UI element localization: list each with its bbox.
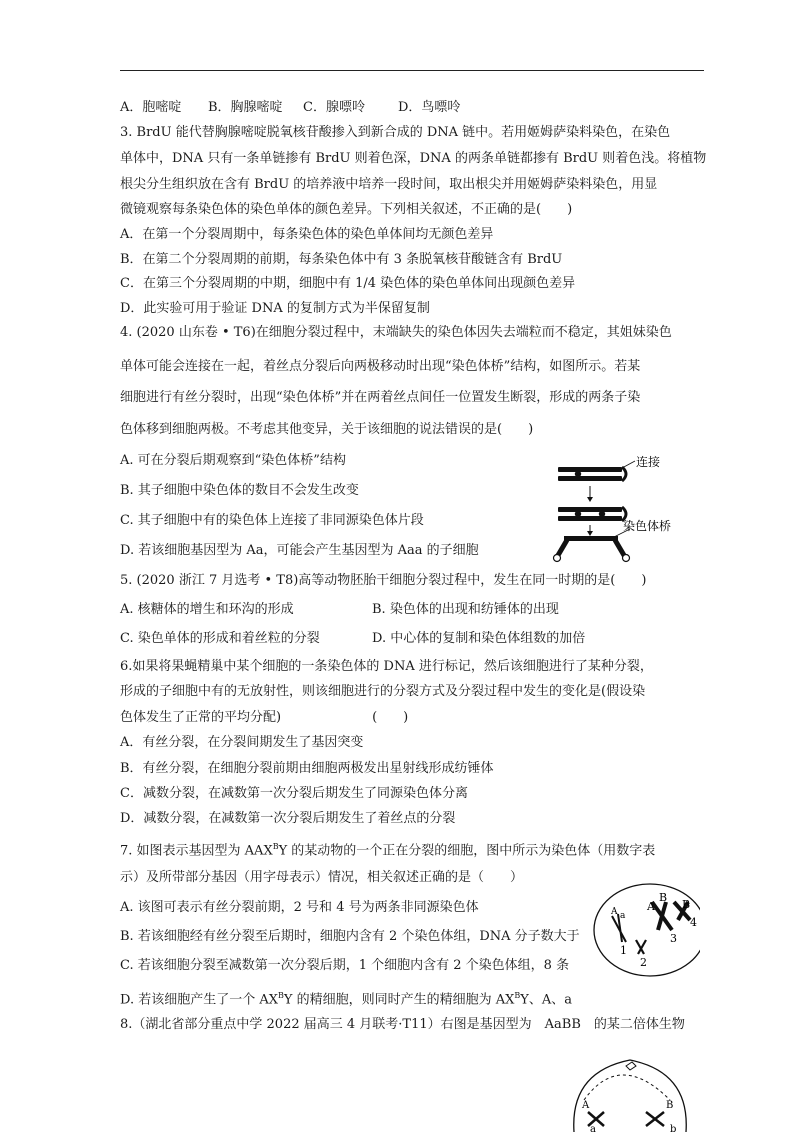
fig7-label-B1: B [659,891,668,904]
figure-label-connect: 连接 [636,455,661,469]
fig7-label-1: 1 [620,944,627,957]
q4-option-a: A. 可在分裂后期观察到“染色体桥”结构 [120,453,346,468]
q6-option-d: D．减数分裂，在减数第一次分裂后期发生了着丝点的分裂 [120,811,456,826]
q4-stem-line-2: 单体可能会连接在一起，着丝点分裂后向两极移动时出现“染色体桥”结构，如图所示。若某 [120,359,641,374]
q3-stem-line-2: 单体中，DNA 只有一条单链掺有 BrdU 则着色深，DNA 的两条单链都掺有 BrdU 则着色浅。将植物 [120,151,707,166]
q4-option-b: B. 其子细胞中染色体的数目不会发生改变 [120,483,359,498]
connected-chromatids [558,467,626,481]
q7-optd-sup1: B [278,991,284,1000]
q3-option-a: A．在第一个分裂周期中，每条染色体的染色单体间均无颜色差异 [120,227,494,242]
q7-option-a: A. 该图可表示有丝分裂前期，2 号和 4 号为两条非同源染色体 [120,900,479,915]
q8-cell-figure [560,1052,700,1132]
q7-stem-line-1 [120,838,655,860]
q5-option-b: B. 染色体的出现和纺锤体的出现 [372,602,559,617]
cell-membrane [574,1060,687,1132]
q7-stem-line-2: 示）及所带部分基因（用字母表示）情况，相关叙述正确的是（ ） [120,870,524,885]
q5-option-a: A. 核糖体的增生和环沟的形成 [120,602,294,617]
q7-stem-pre: 7. 如图表示基因型为 AAX [120,843,273,859]
fig7-label-2: 2 [640,956,647,969]
chromosome-2 [636,940,646,954]
fig7-label-B2: B [682,898,691,911]
q6-option-c: C．减数分裂，在减数第一次分裂后期发生了同源染色体分离 [120,786,468,801]
q7-stem-sup: B [272,842,279,851]
q3-option-d: D．此实验可用于验证 DNA 的复制方式为半保留复制 [120,301,430,316]
q3-option-b: B．在第二个分裂周期的前期，每条染色体中有 3 条脱氧核苷酸链含有 BrdU [120,252,563,267]
q3-stem-line-1: 3. BrdU 能代替胸腺嘧啶脱氧核苷酸掺入到新合成的 DNA 链中。若用姬姆萨染料染色，在染色 [120,125,671,140]
header-rule [120,70,704,71]
chromosome-bridge-figure [550,450,700,565]
dividing-cell-figure [592,880,700,980]
spindle-arc [584,1075,670,1100]
fig7-label-4: 4 [690,916,697,929]
q7-optd-mid: Y 的精细胞，则同时产生的精细胞为 AX [283,992,515,1008]
q5-option-d: D. 中心体的复制和染色体组数的加倍 [372,631,586,646]
q7-option-b: B. 若该细胞经有丝分裂至后期时，细胞内含有 2 个染色体组，DNA 分子数大于 [120,929,580,944]
q7-option-c: C. 若该细胞分裂至减数第一次分裂后期，1 个细胞内含有 2 个染色体组，8 条 [120,958,570,973]
q4-stem-line-1: 4. (2020 山东卷 • T6)在细胞分裂过程中，末端缺失的染色体因失去端粒而不稳定，其姐妹染色 [120,325,672,340]
centrosome-mark [626,1062,636,1070]
q2-option-c: C．腺嘌呤 [303,100,365,115]
q4-stem-line-4: 色体移到细胞两极。不考虑其他变异，关于该细胞的说法错误的是( ) [120,422,534,437]
q6-stem-line-3: 色体发生了正常的平均分配) ( ) [120,710,409,725]
q7-optd-post: Y、A、a [520,992,573,1008]
q8-stem: 8.（湖北省部分重点中学 2022 届高三 4 月联考·T11）右图是基因型为 AaBB 的某二倍体生物 [120,1017,685,1032]
fig8-label-A: A [582,1100,590,1111]
q7-stem-post: Y 的某动物的一个正在分裂的细胞，图中所示为染色体（用数字表 [278,843,656,859]
figure-label-bridge: 染色体桥 [623,519,672,533]
bridge-structure [554,536,630,562]
dicentric-chromatids [558,507,626,521]
chromosome-3 [652,902,672,930]
q2-option-a: A．胞嘧啶 [120,100,182,115]
fig8-label-B: B [666,1100,674,1111]
q7-option-d [120,987,572,1009]
q6-stem-line-2: 形成的子细胞中有的无放射性，则该细胞进行的分裂方式及分裂过程中发生的变化是(假设染 [120,684,646,699]
q4-option-d: D. 若该细胞基因型为 Aa，可能会产生基因型为 Aaa 的子细胞 [120,543,479,558]
q7-optd-pre: D. 若该细胞产生了一个 AX [120,992,278,1008]
fig8-label-b: b [670,1124,677,1132]
fig7-label-3: 3 [670,932,677,945]
fig7-label-A2: A [647,900,655,913]
q2-option-b: B．胸腺嘧啶 [208,100,283,115]
fig7-label-A1: A [611,907,618,917]
q3-stem-line-4: 微镜观察每条染色体的染色单体的颜色差异。下列相关叙述，不正确的是( ) [120,202,573,217]
fig8-label-a: a [590,1124,596,1132]
q7-optd-sup2: B [514,991,521,1000]
q2-option-d: D．鸟嘌呤 [398,100,461,115]
fig7-label-a: a [620,911,626,921]
q6-option-b: B．有丝分裂，在细胞分裂前期由细胞两极发出星射线形成纺锤体 [120,761,494,776]
q3-option-c: C．在第三个分裂周期的中期，细胞中有 1/4 染色体的染色单体间出现颜色差异 [120,276,576,291]
q5-stem: 5. (2020 浙江 7 月选考 • T8)高等动物胚胎干细胞分裂过程中，发生在同一时期的是( ) [120,573,647,588]
q3-stem-line-3: 根尖分生组织放在含有 BrdU 的培养液中培养一段时间，取出根尖并用姬姆萨染料染色，用显 [120,177,658,192]
q4-option-c: C. 其子细胞中有的染色体上连接了非同源染色体片段 [120,513,424,528]
q6-option-a: A．有丝分裂，在分裂间期发生了基因突变 [120,735,364,750]
q5-option-c: C. 染色单体的形成和着丝粒的分裂 [120,631,320,646]
q6-stem-line-1: 6.如果将果蝇精巢中某个细胞的一条染色体的 DNA 进行标记，然后该细胞进行了某种分裂， [120,659,653,674]
q4-stem-line-3: 细胞进行有丝分裂时，出现“染色体桥”并在两着丝点间任一位置发生断裂，形成的两条子染 [120,390,641,405]
q8-chromosome-right [646,1112,664,1126]
